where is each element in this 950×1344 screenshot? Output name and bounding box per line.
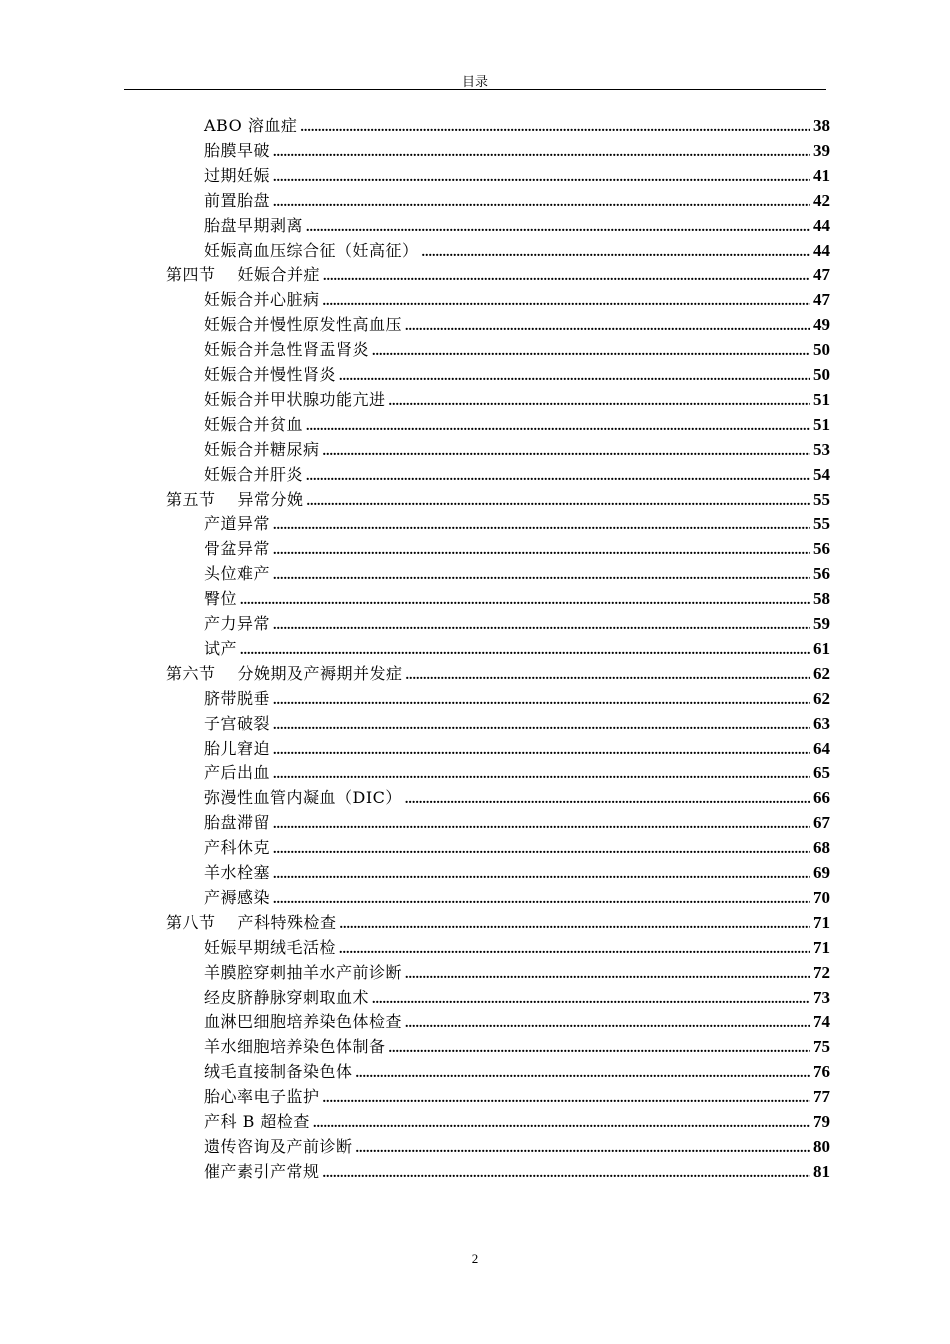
toc-section-row[interactable]	[166, 487, 830, 512]
toc-entry-row[interactable]	[204, 1084, 830, 1109]
toc-title: 产后出血	[204, 763, 271, 783]
toc-page-number: 81	[813, 1161, 830, 1181]
toc-entry-row[interactable]	[204, 810, 830, 835]
dot-leader	[273, 613, 810, 638]
toc-page-number: 55	[813, 514, 830, 534]
dot-leader	[306, 215, 810, 240]
dot-leader	[300, 115, 810, 140]
toc-page-number: 42	[813, 190, 830, 210]
dot-leader	[306, 464, 810, 489]
dot-leader	[422, 240, 810, 265]
toc-entry-row[interactable]	[204, 611, 830, 636]
toc-title: 前置胎盘	[204, 190, 271, 210]
toc-section-title: 异常分娩	[237, 489, 304, 509]
toc-title: 产道异常	[204, 514, 271, 534]
toc-title: 妊娠合并肝炎	[204, 464, 304, 484]
toc-page-number: 74	[813, 1012, 830, 1032]
toc-entry-row[interactable]	[204, 1159, 830, 1184]
toc-page-number: 51	[813, 389, 830, 409]
toc-title: 胎儿窘迫	[204, 738, 271, 758]
toc-section-number: 第四节	[166, 265, 216, 285]
dot-leader	[372, 987, 810, 1012]
toc-entry-row[interactable]	[204, 985, 830, 1010]
toc-title: 妊娠合并糖尿病	[204, 439, 320, 459]
toc-page-number: 76	[813, 1062, 830, 1082]
toc-title: 臀位	[204, 589, 238, 609]
toc-page-number: 67	[813, 813, 830, 833]
toc-section-number: 第八节	[166, 912, 216, 932]
toc-title: 羊水细胞培养染色体制备	[204, 1037, 386, 1057]
toc-page-number: 41	[813, 165, 830, 185]
toc-entry-row[interactable]	[204, 686, 830, 711]
toc-page-number: 53	[813, 439, 830, 459]
toc-entry-row[interactable]	[204, 885, 830, 910]
dot-leader	[340, 912, 810, 937]
toc-section-number: 第五节	[166, 489, 216, 509]
toc-entry-row[interactable]	[204, 312, 830, 337]
dot-leader	[273, 538, 810, 563]
dot-leader	[313, 1111, 810, 1136]
dot-leader	[389, 389, 810, 414]
toc-title: 羊膜腔穿刺抽羊水产前诊断	[204, 962, 403, 982]
toc-entry-row[interactable]	[204, 412, 830, 437]
toc-page-number: 62	[813, 663, 830, 683]
toc-entry-row[interactable]	[204, 1134, 830, 1159]
toc-page-number: 54	[813, 464, 830, 484]
toc-page-number: 75	[813, 1037, 830, 1057]
toc-page-number: 68	[813, 838, 830, 858]
dot-leader	[323, 289, 810, 314]
toc-page-number: 55	[813, 489, 830, 509]
dot-leader	[405, 314, 810, 339]
toc-page-number: 56	[813, 564, 830, 584]
toc-title: 妊娠早期绒毛活检	[204, 937, 337, 957]
toc-entry-row[interactable]	[204, 835, 830, 860]
toc-entry-row[interactable]	[204, 785, 830, 810]
dot-leader	[273, 688, 810, 713]
toc-title	[166, 262, 320, 287]
dot-leader	[323, 439, 810, 464]
dot-leader	[406, 663, 810, 688]
dot-leader	[273, 862, 810, 887]
toc-entry-row[interactable]	[204, 238, 830, 263]
toc-page-number: 61	[813, 638, 830, 658]
toc-page-number: 65	[813, 763, 830, 783]
toc-page-number: 80	[813, 1136, 830, 1156]
toc-page-number: 70	[813, 887, 830, 907]
toc-page-number: 58	[813, 589, 830, 609]
dot-leader	[240, 638, 810, 663]
toc-title: 羊水栓塞	[204, 863, 271, 882]
toc-page-number: 44	[813, 240, 830, 260]
toc-title: 妊娠合并慢性原发性高血压	[204, 315, 403, 335]
toc-entry-row[interactable]	[204, 163, 830, 188]
toc-entry-row[interactable]	[204, 511, 830, 536]
toc-title: 子宫破裂	[204, 713, 271, 733]
dot-leader	[405, 962, 810, 987]
dot-leader	[273, 812, 810, 837]
toc-page-number: 72	[813, 962, 830, 982]
toc-title: 脐带脱垂	[204, 688, 271, 708]
toc-entry-row[interactable]	[204, 711, 830, 736]
dot-leader	[306, 414, 810, 439]
toc-title	[166, 661, 403, 686]
dot-leader	[273, 140, 810, 165]
toc-title: 妊娠合并甲状腺功能亢进	[204, 389, 386, 409]
toc-title: 妊娠合并慢性肾炎	[204, 365, 337, 384]
page-header-title: 目录	[461, 75, 488, 90]
toc-title: 胎盘滞留	[204, 813, 271, 833]
toc-title: 骨盆异常	[204, 539, 271, 559]
dot-leader	[356, 1136, 810, 1161]
page-number: 2	[471, 1251, 479, 1266]
toc-entry-row[interactable]	[204, 935, 830, 960]
dot-leader	[273, 837, 810, 862]
toc-section-row[interactable]	[166, 262, 830, 287]
dot-leader	[273, 762, 810, 787]
dot-leader	[323, 264, 810, 289]
toc-entry-row[interactable]	[204, 188, 830, 213]
toc-entry-row[interactable]	[204, 760, 830, 785]
toc-section-row[interactable]	[166, 661, 830, 686]
toc-page-number: 62	[813, 688, 830, 708]
toc-page-number: 71	[813, 912, 830, 932]
dot-leader	[273, 713, 810, 738]
toc-page-number: 49	[813, 315, 830, 335]
toc-entry-row[interactable]	[204, 462, 830, 487]
toc-title	[166, 487, 304, 512]
toc-title: 产科 B 超检查	[204, 1112, 310, 1131]
toc-page-number: 79	[813, 1112, 830, 1131]
toc-section-number: 第六节	[166, 663, 216, 683]
toc-entry-row[interactable]	[204, 113, 830, 138]
toc-section-row[interactable]	[166, 910, 830, 935]
dot-leader	[323, 1086, 810, 1111]
dot-leader	[273, 165, 810, 190]
dot-leader	[356, 1061, 810, 1086]
toc-entry-row[interactable]	[204, 860, 830, 885]
toc-page-number: 44	[813, 215, 830, 235]
toc-entry-row[interactable]	[204, 138, 830, 163]
toc-entry-row[interactable]	[204, 636, 830, 661]
toc-title: 绒毛直接制备染色体	[204, 1062, 353, 1082]
dot-leader	[307, 489, 810, 514]
toc-entry-row[interactable]	[204, 437, 830, 462]
toc-entry-row[interactable]	[204, 337, 830, 362]
toc-section-title: 分娩期及产褥期并发症	[237, 663, 403, 683]
toc-title: 血淋巴细胞培养染色体检查	[204, 1012, 403, 1032]
toc-title: 产科休克	[204, 838, 271, 858]
toc-page-number: 69	[813, 863, 830, 882]
toc-entry-row[interactable]	[204, 736, 830, 761]
toc-entry-row[interactable]	[204, 1109, 830, 1134]
toc-page-number: 38	[813, 116, 830, 135]
toc-title: 胎心率电子监护	[204, 1087, 320, 1107]
dot-leader	[405, 787, 810, 812]
toc-title	[166, 910, 337, 935]
toc-page-number: 50	[813, 365, 830, 384]
toc-title: 催产素引产常规	[204, 1161, 320, 1181]
toc-title: 妊娠合并贫血	[204, 414, 304, 434]
toc-entry-row[interactable]	[204, 213, 830, 238]
toc-title: 头位难产	[204, 564, 271, 584]
toc-entry-row[interactable]	[204, 287, 830, 312]
toc-entry-row[interactable]	[204, 387, 830, 412]
toc-entry-row[interactable]	[204, 1034, 830, 1059]
toc-title: ABO 溶血症	[204, 116, 298, 135]
dot-leader	[372, 339, 810, 364]
toc-title: 妊娠合并心脏病	[204, 290, 320, 310]
toc-page-number: 56	[813, 539, 830, 559]
toc-page-number: 47	[813, 265, 830, 285]
toc-entry-row[interactable]	[204, 1009, 830, 1034]
dot-leader	[339, 364, 810, 389]
toc-title: 妊娠合并急性肾盂肾炎	[204, 340, 370, 360]
toc-page-number: 51	[813, 414, 830, 434]
header-rule	[124, 89, 826, 90]
toc-title: 试产	[204, 638, 238, 658]
toc-entry-row[interactable]	[204, 960, 830, 985]
toc-title: 弥漫性血管内凝血（DIC）	[204, 788, 402, 808]
dot-leader	[339, 937, 810, 962]
dot-leader	[273, 513, 810, 538]
dot-leader	[405, 1011, 810, 1036]
dot-leader	[323, 1161, 810, 1186]
toc-page-number: 73	[813, 987, 830, 1007]
toc-page-number: 47	[813, 290, 830, 310]
toc-title: 产褥感染	[204, 887, 271, 907]
toc-title: 胎膜早破	[204, 140, 271, 160]
toc-page-number: 77	[813, 1087, 830, 1107]
toc-entry-row[interactable]	[204, 362, 830, 387]
dot-leader	[389, 1036, 810, 1061]
toc-page-number: 66	[813, 788, 830, 808]
toc-page-number: 50	[813, 340, 830, 360]
toc-title: 遗传咨询及产前诊断	[204, 1136, 353, 1156]
dot-leader	[273, 190, 810, 215]
toc-title: 经皮脐静脉穿刺取血术	[204, 987, 370, 1007]
dot-leader	[273, 563, 810, 588]
toc-entry-row[interactable]	[204, 1059, 830, 1084]
dot-leader	[240, 588, 810, 613]
toc-title: 产力异常	[204, 614, 271, 633]
dot-leader	[273, 738, 810, 763]
toc-entry-row[interactable]	[204, 536, 830, 561]
toc-entry-row[interactable]	[204, 586, 830, 611]
toc-section-title: 妊娠合并症	[237, 265, 321, 285]
toc-page-number: 63	[813, 713, 830, 733]
toc-title: 过期妊娠	[204, 165, 271, 185]
toc-page-number: 64	[813, 738, 830, 758]
toc-section-title: 产科特殊检查	[237, 912, 337, 932]
toc-page-number: 39	[813, 140, 830, 160]
dot-leader	[273, 887, 810, 912]
toc-page-number: 71	[813, 937, 830, 957]
toc-page-number: 59	[813, 614, 830, 633]
toc-entry-row[interactable]	[204, 561, 830, 586]
toc-title: 妊娠高血压综合征（妊高征）	[204, 240, 419, 260]
toc-title: 胎盘早期剥离	[204, 215, 304, 235]
